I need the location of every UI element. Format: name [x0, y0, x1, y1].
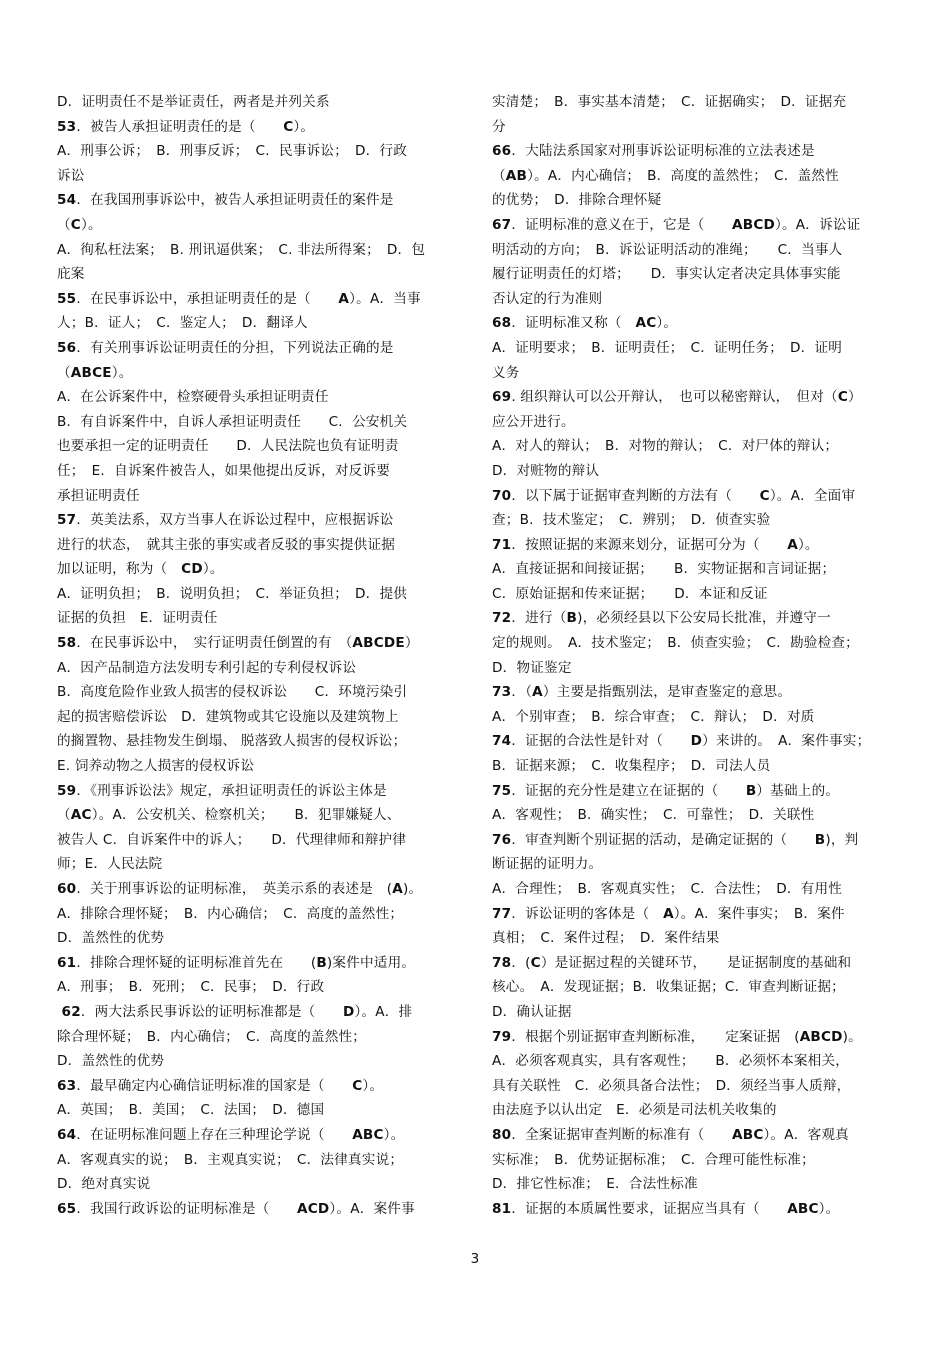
right-column	[492, 90, 892, 1221]
text-line: B．有自诉案件中，自诉人承担证明责任 C．公安机关	[57, 413, 408, 430]
text-line: 真相； C．案件过程； D．案件结果	[492, 930, 720, 947]
text-line: D．盖然性的优势	[57, 930, 165, 947]
text-line: 67．证明标准的意义在于，它是（ ABCD）。A．诉讼证	[492, 216, 861, 233]
text-line: 72．进行（B)，必须经县以下公安局长批准，并遵守一	[492, 610, 831, 627]
text-line: 实标准； B．优势证据标准； C．合理可能性标准；	[492, 1151, 815, 1168]
text-line: 62．两大法系民事诉讼的证明标准都是（ D）。A．排	[61, 1003, 413, 1020]
text-line: A．在公诉案件中，检察硬骨头承担证明责任	[57, 389, 329, 406]
text-line: 54．在我国刑事诉讼中，被告人承担证明责任的案件是	[57, 192, 394, 209]
left-column	[57, 90, 457, 1221]
text-line: 否认定的行为准则	[492, 290, 603, 307]
text-line: 77．诉讼证明的客体是（ A）。A．案件事实； B．案件	[492, 905, 845, 922]
text-line: A．对人的辩认； B．对物的辩认； C．对尸体的辩认；	[492, 438, 839, 455]
text-line: 69. 组织辩认可以公开辩认， 也可以秘密辩认， 但对（C）	[492, 389, 862, 406]
text-line: 58．在民事诉讼中， 实行证明责任倒置的有 （ABCDE）	[57, 635, 419, 652]
text-line: 明活动的方向； B．诉讼证明活动的准绳； C．当事人	[492, 241, 843, 258]
text-line: D．对赃物的辩认	[492, 462, 600, 479]
text-line: （C）。	[57, 216, 102, 233]
text-line: 71．按照证据的来源来划分，证据可分为（ A）。	[492, 536, 819, 553]
text-line: （AC）。A．公安机关、检察机关； B．犯罪嫌疑人、	[57, 807, 401, 824]
text-line: 78．(C）是证据过程的关键环节， 是证据制度的基础和	[492, 954, 852, 971]
text-line: 66．大陆法系国家对刑事诉讼证明标准的立法表述是	[492, 143, 815, 160]
text-line: 74．证据的合法性是针对（ D）来讲的。 A．案件事实；	[492, 733, 871, 750]
text-line: 73．（A）主要是指甄别法，是审查鉴定的意思。	[492, 684, 792, 701]
text-line: 庇案	[57, 266, 85, 283]
text-line: 被告人 C．自诉案件中的诉人； D．代理律师和辩护律	[57, 831, 407, 848]
page-number: 3	[470, 1251, 480, 1267]
text-line: 55．在民事诉讼中，承担证明责任的是（ A）。A．当事	[57, 290, 421, 307]
text-line: A．因产品制造方法发明专利引起的专利侵权诉讼	[57, 659, 357, 676]
text-line: 履行证明责任的灯塔； D．事实认定者决定具体事实能	[492, 266, 841, 283]
text-line: A．刑事公诉； B．刑事反诉； C．民事诉讼； D．行政	[57, 143, 408, 160]
text-line: D．物证鉴定	[492, 659, 572, 676]
text-line: A．英国； B．美国； C．法国； D．德国	[57, 1102, 325, 1119]
text-line: 80．全案证据审查判断的标准有（ ABC）。A．客观真	[492, 1126, 849, 1143]
text-line: 53．被告人承担证明责任的是（ C）。	[57, 118, 315, 135]
text-line: 64．在证明标准问题上存在三种理论学说（ ABC）。	[57, 1126, 405, 1143]
text-line: 具有关联性 C．必须具备合法性； D．须经当事人质辩，	[492, 1077, 851, 1094]
text-line: A．客观性； B．确实性； C．可靠性； D．关联性	[492, 807, 815, 824]
text-line: D．盖然性的优势	[57, 1053, 165, 1070]
text-line: 63．最早确定内心确信证明标准的国家是（ C）。	[57, 1077, 384, 1094]
text-line: 79．根据个别证据审查判断标准， 定案证据 (ABCD)。	[492, 1028, 862, 1045]
text-line: 57．英美法系，双方当事人在诉讼过程中，应根据诉讼	[57, 512, 394, 529]
text-line: 证据的负担 E．证明责任	[57, 610, 218, 627]
text-line: 义务	[492, 364, 520, 381]
text-line: B．证据来源； C．收集程序； D．司法人员	[492, 758, 771, 775]
text-line: E. 饲养动物之人损害的侵权诉讼	[57, 758, 255, 775]
text-line: 断证据的证明力。	[492, 856, 603, 873]
text-line: D．证明责任不是举证责任，两者是并列关系	[57, 94, 330, 110]
text-line: 也要承担一定的证明责任 D．人民法院也负有证明责	[57, 438, 399, 455]
text-line: 61．排除合理怀疑的证明标准首先在 (B)案件中适用。	[57, 954, 416, 971]
text-line: 的搁置物、悬挂物发生倒塌、 脱落致人损害的侵权诉讼；	[57, 733, 407, 750]
text-line: 的优势； D．排除合理怀疑	[492, 192, 662, 209]
text-line: B．高度危险作业致人损害的侵权诉讼 C．环境污染引	[57, 684, 408, 701]
text-line: （ABCE）。	[57, 364, 133, 381]
text-line: 起的损害赔偿诉讼 D．建筑物或其它设施以及建筑物上	[57, 708, 399, 725]
text-line: 由法庭予以认出定 E．必须是司法机关收集的	[492, 1102, 777, 1119]
text-line: 师；E．人民法院	[57, 856, 163, 873]
text-line: 59．《刑事诉讼法》规定，承担证明责任的诉讼主体是	[57, 782, 387, 799]
text-line: 加以证明，称为（ CD）。	[57, 561, 224, 578]
text-line: 核心。 A．发现证据；B．收集证据；C．审查判断证据；	[492, 979, 845, 996]
text-line: 人；B．证人； C．鉴定人； D．翻译人	[57, 315, 308, 332]
text-line: A．合理性； B．客观真实性； C．合法性； D．有用性	[492, 881, 843, 897]
text-line: A．排除合理怀疑； B．内心确信； C．高度的盖然性；	[57, 905, 404, 922]
text-line: 56．有关刑事诉讼证明责任的分担，下列说法正确的是	[57, 339, 394, 356]
text-line: （AB）。A．内心确信； B．高度的盖然性； C．盖然性	[492, 167, 839, 184]
text-line: 诉讼	[57, 167, 85, 184]
text-line: D．排它性标准； E．合法性标准	[492, 1176, 698, 1193]
text-line: 应公开进行。	[492, 413, 575, 430]
text-line: 81．证据的本质属性要求，证据应当具有（ ABC）。	[492, 1200, 840, 1217]
text-line: A．必须客观真实，具有客观性； B．必须怀本案相关，	[492, 1053, 850, 1070]
text-line: 76．审查判断个别证据的活动，是确定证据的（ B)，判	[492, 831, 859, 848]
text-line: 70．以下属于证据审查判断的方法有（ C）。A．全面审	[492, 487, 856, 504]
text-line: C．原始证据和传来证据； D．本证和反证	[492, 585, 768, 602]
text-line: A．徇私枉法案； B. 刑讯逼供案； C. 非法所得案； D．包	[57, 241, 426, 258]
text-line: 实清楚； B．事实基本清楚； C．证据确实； D．证据充	[492, 94, 847, 110]
text-line: 75．证据的充分性是建立在证据的（ B）基础上的。	[492, 782, 840, 799]
text-line: A．证明负担； B．说明负担； C．举证负担； D．提供	[57, 585, 408, 602]
text-line: 承担证明责任	[57, 487, 140, 504]
text-line: 分	[492, 118, 506, 135]
text-line: 65．我国行政诉讼的证明标准是（ ACD）。A．案件事	[57, 1200, 415, 1217]
text-line: 除合理怀疑； B．内心确信； C．高度的盖然性；	[57, 1028, 367, 1045]
text-line: 进行的状态， 就其主张的事实或者反驳的事实提供证据	[57, 536, 396, 553]
text-line: 查；B．技术鉴定； C．辨别； D．侦查实验	[492, 512, 771, 529]
text-line: 68．证明标准又称（ AC）。	[492, 315, 678, 332]
text-line: A．刑事； B．死刑； C．民事； D．行政	[57, 979, 325, 996]
text-line: 60．关于刑事诉讼的证明标准， 英美示系的表述是 (A)。	[57, 881, 423, 897]
text-line: A．证明要求； B．证明责任； C．证明任务； D．证明	[492, 339, 843, 356]
text-line: 定的规则。 A．技术鉴定； B．侦查实验； C．勘验检查；	[492, 635, 859, 652]
text-line: A．个别审查； B．综合审查； C．辩认； D．对质	[492, 708, 815, 725]
text-line: A．直接证据和间接证据； B．实物证据和言词证据；	[492, 561, 836, 578]
text-line: D．绝对真实说	[57, 1176, 151, 1193]
text-line: D．确认证据	[492, 1003, 572, 1020]
text-line: 任； E．自诉案件被告人，如果他提出反诉，对反诉要	[57, 462, 391, 479]
text-line: A．客观真实的说； B．主观真实说； C．法律真实说；	[57, 1151, 404, 1168]
